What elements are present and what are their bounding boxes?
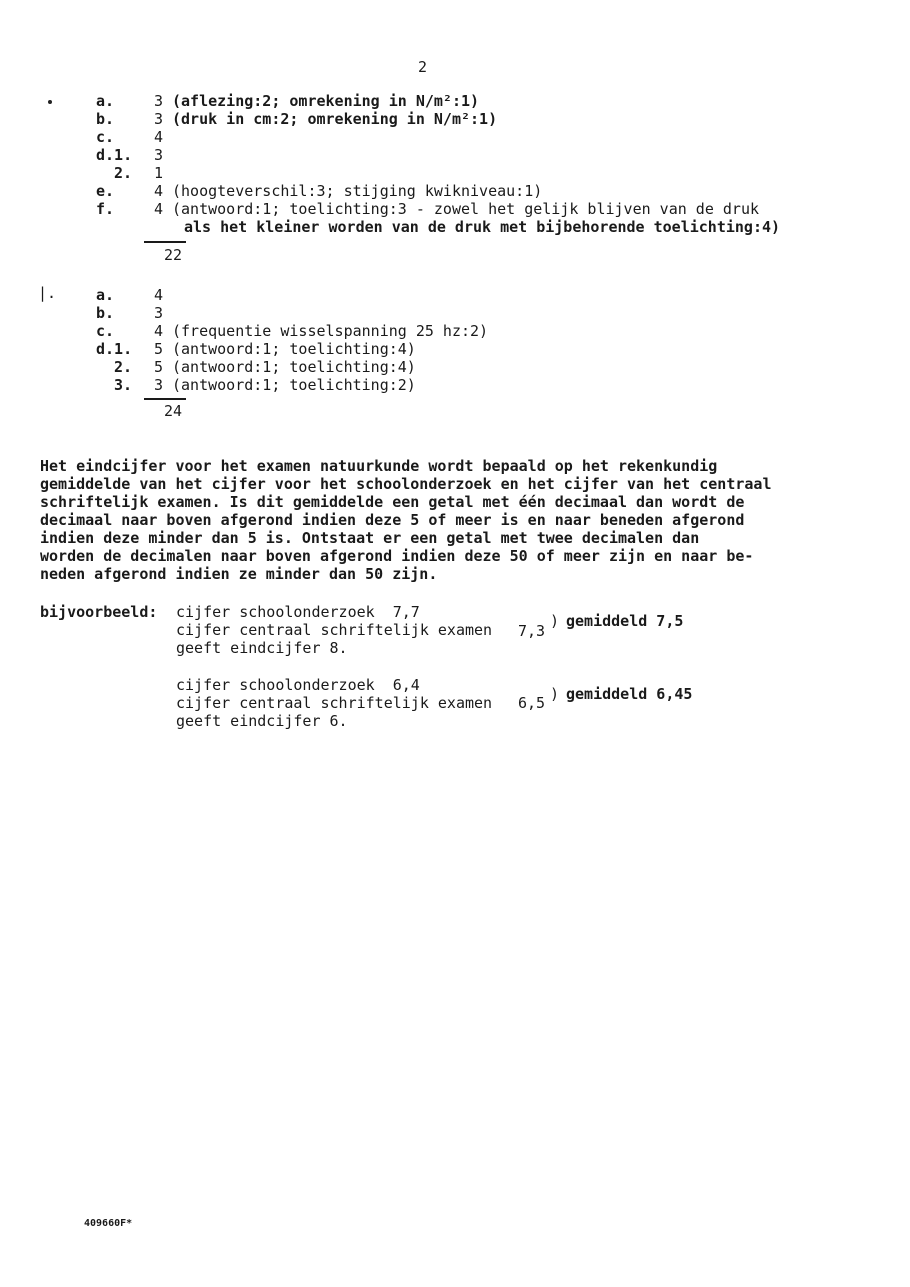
example-2-average: gemiddeld 6,45 xyxy=(566,685,693,703)
example-1-central-value: 7,3 xyxy=(518,622,546,640)
q1-label-d1: d.1. xyxy=(96,146,133,164)
example-2-central-value: 6,5 xyxy=(518,694,546,712)
q2-note-d3: (antwoord:1; toelichting:2) xyxy=(172,376,416,394)
paragraph-line-5: indien deze minder dan 5 is. Ontstaat er een getal met twee decimalen dan xyxy=(40,529,700,547)
q1-label-f: f. xyxy=(96,200,115,218)
q2-note-d2: (antwoord:1; toelichting:4) xyxy=(172,358,416,376)
q1-label-b: b. xyxy=(96,110,115,128)
q2-label-d1: d.1. xyxy=(96,340,133,358)
paragraph-line-2: gemiddelde van het cijfer voor het schoolonderzoek en het cijfer van het centraal xyxy=(40,475,772,493)
q1-total: 22 xyxy=(164,246,183,264)
example-1-central: cijfer centraal schriftelijk examen xyxy=(176,621,493,639)
q1-label-a: a. xyxy=(96,92,115,110)
example-1-school: cijfer schoolonderzoek 7,7 xyxy=(176,603,420,621)
q2-total-rule xyxy=(144,398,186,400)
example-1-average: gemiddeld 7,5 xyxy=(566,612,684,630)
q1-label-c: c. xyxy=(96,128,115,146)
q1-points-c: 4 xyxy=(154,128,164,146)
paragraph-line-7: neden afgerond indien ze minder dan 50 zijn. xyxy=(40,565,438,583)
example-2-result: geeft eindcijfer 6. xyxy=(176,712,348,730)
example-1-paren: ) xyxy=(550,612,560,630)
example-2-paren: ) xyxy=(550,685,560,703)
example-2-school: cijfer schoolonderzoek 6,4 xyxy=(176,676,420,694)
q1-total-rule xyxy=(144,241,186,243)
example-1-result: geeft eindcijfer 8. xyxy=(176,639,348,657)
q1-note-e: (hoogteverschil:3; stijging kwikniveau:1) xyxy=(172,182,543,200)
q2-points-d3: 3 xyxy=(154,376,164,394)
footer-code: 409660F* xyxy=(84,1218,133,1229)
q2-total: 24 xyxy=(164,402,183,420)
q1-points-f: 4 xyxy=(154,200,164,218)
q2-note-d1: (antwoord:1; toelichting:4) xyxy=(172,340,416,358)
q1-points-b: 3 xyxy=(154,110,164,128)
q2-note-c: (frequentie wisselspanning 25 hz:2) xyxy=(172,322,489,340)
q1-points-e: 4 xyxy=(154,182,164,200)
question-2-marker: |. xyxy=(38,284,57,302)
q1-note-f: (antwoord:1; toelichting:3 - zowel het gelijk blijven van de druk xyxy=(172,200,759,218)
q2-points-c: 4 xyxy=(154,322,164,340)
q2-points-d1: 5 xyxy=(154,340,164,358)
q1-points-a: 3 xyxy=(154,92,164,110)
paragraph-line-1: Het eindcijfer voor het examen natuurkunde wordt bepaald op het rekenkundig xyxy=(40,457,718,475)
q2-label-c: c. xyxy=(96,322,115,340)
q2-points-a: 4 xyxy=(154,286,164,304)
q1-points-d1: 3 xyxy=(154,146,164,164)
q2-points-d2: 5 xyxy=(154,358,164,376)
q1-note-a: (aflezing:2; omrekening in N/m²:1) xyxy=(172,92,480,110)
q2-label-d2: 2. xyxy=(114,358,133,376)
page-number: 2 xyxy=(418,58,428,76)
paragraph-line-3: schriftelijk examen. Is dit gemiddelde een getal met één decimaal dan wordt de xyxy=(40,493,745,511)
q2-label-b: b. xyxy=(96,304,115,322)
q2-label-d3: 3. xyxy=(114,376,133,394)
q1-label-e: e. xyxy=(96,182,115,200)
example-label: bijvoorbeeld: xyxy=(40,603,158,621)
q2-label-a: a. xyxy=(96,286,115,304)
question-1-marker xyxy=(48,100,52,104)
q1-points-d2: 1 xyxy=(154,164,164,182)
q1-note-b: (druk in cm:2; omrekening in N/m²:1) xyxy=(172,110,498,128)
q2-points-b: 3 xyxy=(154,304,164,322)
example-2-central: cijfer centraal schriftelijk examen xyxy=(176,694,493,712)
q1-note-f-continuation: als het kleiner worden van de druk met bijbehorende toelichting:4) xyxy=(184,218,781,236)
q1-label-d2: 2. xyxy=(114,164,133,182)
paragraph-line-4: decimaal naar boven afgerond indien deze 5 of meer is en naar beneden afgerond xyxy=(40,511,745,529)
paragraph-line-6: worden de decimalen naar boven afgerond indien deze 50 of meer zijn en naar be- xyxy=(40,547,754,565)
